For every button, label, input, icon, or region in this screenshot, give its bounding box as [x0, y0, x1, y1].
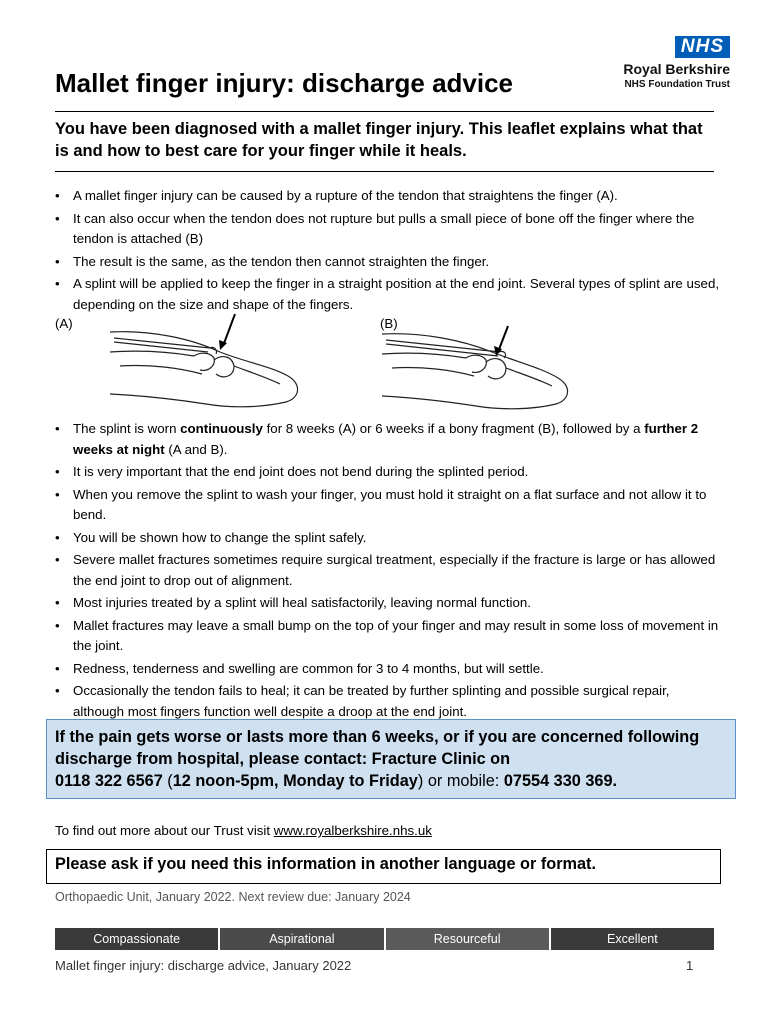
page-number: 1 — [686, 958, 694, 973]
figure-a-label: (A) — [55, 316, 73, 331]
trust-subtitle: NHS Foundation Trust — [624, 79, 730, 90]
list-item: • A splint will be applied to keep the finger in a straight position at the end joint. Several types of splint are used, depending on the size and shape of the fingers. — [55, 274, 720, 315]
figure-b-label: (B) — [380, 316, 398, 331]
list-item: • Most injuries treated by a splint will heal satisfactorily, leaving normal function. — [55, 593, 720, 614]
value-excellent: Excellent — [551, 928, 714, 950]
clinic-hours: 12 noon-5pm, Monday to Friday — [172, 772, 418, 790]
list-item: • Mallet fractures may leave a small bump on the top of your finger and may result in some loss of movement in the joint. — [55, 616, 720, 657]
bullet-list-top — [55, 186, 720, 317]
list-item: • The result is the same, as the tendon then cannot straighten the finger. — [55, 252, 720, 273]
emphasis-night: further 2 weeks at night — [73, 421, 699, 457]
find-out-text: To find out more about our Trust visit — [55, 823, 274, 838]
splint-text: The splint is worn — [73, 421, 181, 436]
nhs-badge: NHS — [675, 36, 730, 58]
header-rule — [55, 111, 714, 112]
list-item: • You will be shown how to change the splint safely. — [55, 528, 720, 549]
review-info: Orthopaedic Unit, January 2022. Next review due: January 2024 — [55, 890, 411, 904]
language-format-note: Please ask if you need this information in another language or format. — [46, 849, 721, 884]
contact-sep: ( — [162, 772, 173, 790]
list-item: • Severe mallet fractures sometimes require surgical treatment, especially if the fracture is large or has allowed the end joint to drop out of alignment. — [55, 550, 720, 591]
trust-name: Royal Berkshire — [623, 61, 730, 77]
contact-callout — [46, 719, 736, 799]
nhs-trust-logo — [600, 36, 730, 92]
list-item: • When you remove the splint to wash your finger, you must hold it straight on a flat surface and not allow it to bend. — [55, 485, 720, 526]
contact-text: If the pain gets worse or lasts more than 6 weeks, or if you are concerned following discharge from hospital, please contact: Fracture Clinic on — [55, 728, 700, 768]
value-resourceful: Resourceful — [386, 928, 549, 950]
value-aspirational: Aspirational — [220, 928, 383, 950]
list-item — [55, 419, 720, 460]
emphasis-continuously: continuously — [180, 421, 263, 436]
list-item: • Redness, tenderness and swelling are common for 3 to 4 months, but will settle. — [55, 659, 720, 680]
value-compassionate: Compassionate — [55, 928, 218, 950]
trust-website-link[interactable]: www.royalberkshire.nhs.uk — [273, 823, 432, 838]
page-title: Mallet finger injury: discharge advice — [55, 68, 514, 98]
find-out-more — [55, 823, 432, 838]
list-item: • A mallet finger injury can be caused by a rupture of the tendon that straightens the finger (A). — [55, 186, 720, 207]
intro-rule — [55, 171, 714, 172]
figure-a-tendon-rupture — [110, 310, 310, 416]
contact-sep: ) or mobile: — [417, 772, 504, 790]
mobile-phone: 07554 330 369 — [503, 772, 613, 790]
intro-summary: You have been diagnosed with a mallet finger injury. This leaflet explains what that is and how to best care for your finger while it heals. — [55, 120, 703, 160]
figure-b-bony-fragment — [382, 322, 577, 416]
bullet-list-bottom — [55, 419, 720, 724]
list-item: • Occasionally the tendon fails to heal; it can be treated by further splinting and possible surgical repair, although most fingers function well despite a droop at the end joint. — [55, 681, 720, 722]
contact-end: . — [612, 772, 618, 790]
splint-text: (A and B). — [164, 441, 228, 457]
splint-text: for 8 weeks (A) or 6 weeks if a bony fragment (B), followed by a — [262, 421, 645, 436]
trust-values-bar — [55, 928, 714, 950]
list-item: • It can also occur when the tendon does not rupture but pulls a small piece of bone off the finger where the tendon is attached (B) — [55, 209, 720, 250]
list-item: • It is very important that the end joint does not bend during the splinted period. — [55, 462, 720, 483]
footer-title: Mallet finger injury: discharge advice, January 2022 — [55, 958, 352, 973]
clinic-phone: 0118 322 6567 — [55, 772, 163, 790]
